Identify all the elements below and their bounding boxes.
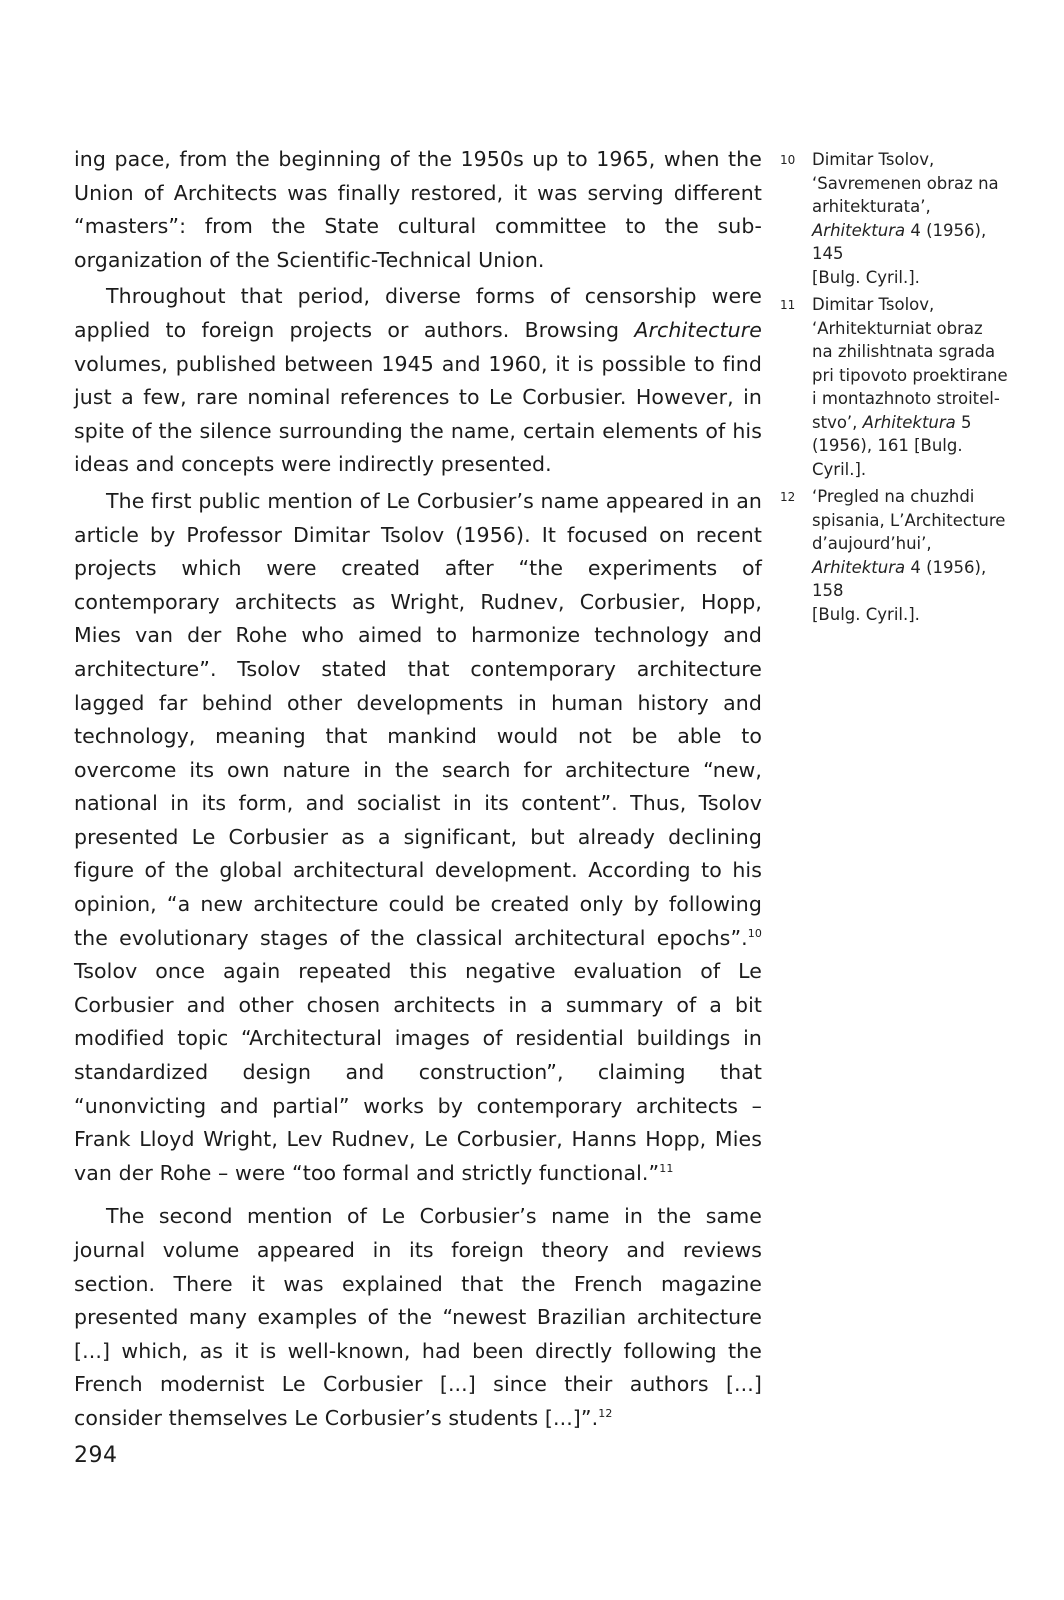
- footnote-journal: Arhitektura: [812, 557, 906, 577]
- paragraph-text: Throughout that period, diverse forms of censorship were applied to foreign projects or authors. Browsing: [74, 284, 762, 342]
- footnote-text: [812, 148, 1020, 289]
- footnote-ref-11[interactable]: 11: [659, 1161, 674, 1175]
- main-text-column: [74, 143, 762, 1439]
- footnote-ref-12[interactable]: 12: [598, 1407, 613, 1421]
- footnote-ref-10[interactable]: 10: [747, 926, 762, 940]
- paragraph-4: [74, 1200, 762, 1435]
- footnote-number: 12: [780, 490, 796, 504]
- footnote-text: [812, 485, 1020, 626]
- paragraph-2: [74, 280, 762, 482]
- footnote-12: [780, 485, 1020, 626]
- paragraph-3: [74, 485, 762, 1190]
- paragraph-text: The first public mention of Le Corbusier’s name appeared in an article by Professor Dimitar Tsolov (1956). It focused on recent projects which were created after “the experiments of contemporary architects as Wright, Rudnev, Corbusier, Hopp, Mies van der Rohe who aimed to harmonize technology and architecture”. Tsolov stated that contemporary architecture lagged far behind other developments in human history and technology, meaning that mankind would not be able to overcome its own nature in the search for architecture “new, national in its form, and socialist in its content”. Thus, Tsolov presented Le Corbusier as a significant, but already declining figure of the global architectural development. According to his opinion, “a new architecture could be created only by following the evolutionary stages of the classical architectural epochs”.: [74, 488, 762, 950]
- footnote-citation-tail: 5 (1956), 161 [Bulg. Cyril.].: [812, 412, 972, 479]
- footnote-citation: ‘Pregled na chuzhdi spisania, L’Architecture d’aujourd’hui’,: [812, 487, 1006, 553]
- footnote-citation-tail: 4 (1956), 158 [Bulg. Cyril.].: [812, 557, 987, 624]
- paragraph-text: volumes, published between 1945 and 1960, it is possible to find just a few, rare nominal references to Le Corbusier. However, in spite of the silence surrounding the name, certain elements of his ideas and concepts were indirectly presented.: [74, 351, 762, 477]
- paragraph-1: [74, 143, 762, 277]
- footnote-citation: Dimitar Tsolov, ‘Savremenen obraz na arhitekturata’,: [812, 150, 999, 216]
- footnote-journal: Arhitektura: [812, 220, 906, 240]
- footnote-journal: Arhitektura: [862, 412, 956, 432]
- paragraph-text: The second mention of Le Corbusier’s name in the same journal volume appeared in its foreign theory and reviews section. There it was explained that the French magazine presented many examples of the “newest Brazilian architecture [...] which, as it is well-known, had been directly following the French modernist Le Corbusier [...] since their authors [...] consider themselves Le Corbusier’s students [...]”.: [74, 1204, 762, 1430]
- paragraph-text: Tsolov once again repeated this negative evaluation of Le Corbusier and other chosen architects in a summary of a bit modified topic “Architectural images of residential buildings in standardized design and construction”, claiming that “unonvicting and partial” works by contemporary architects – Frank Lloyd Wright, Lev Rudnev, Le Corbusier, Hanns Hopp, Mies van der Rohe – were “too formal and strictly functional.”: [74, 959, 762, 1185]
- paragraph-text: ing pace, from the beginning of the 1950s up to 1965, when the Union of Architects was finally restored, it was serving different “masters”: from the State cultural committee to the sub-organization of the Scientific-Technical Union.: [74, 147, 762, 272]
- footnote-11: [780, 293, 1020, 481]
- footnote-10: [780, 148, 1020, 289]
- footnote-number: 11: [780, 298, 796, 312]
- journal-title-italic: Architecture: [634, 317, 762, 342]
- footnote-text: [812, 293, 1020, 481]
- page-number: 294: [74, 1443, 118, 1468]
- footnotes-column: [780, 148, 1020, 630]
- footnote-number: 10: [780, 153, 796, 167]
- footnote-citation: Dimitar Tsolov, ‘Arhitekturniat obraz na zhilishtnata sgrada pri tipovoto proektirane i montazhnoto stroitel- stvo’,: [812, 295, 1008, 432]
- footnote-citation-tail: 4 (1956), 145 [Bulg. Cyril.].: [812, 220, 987, 287]
